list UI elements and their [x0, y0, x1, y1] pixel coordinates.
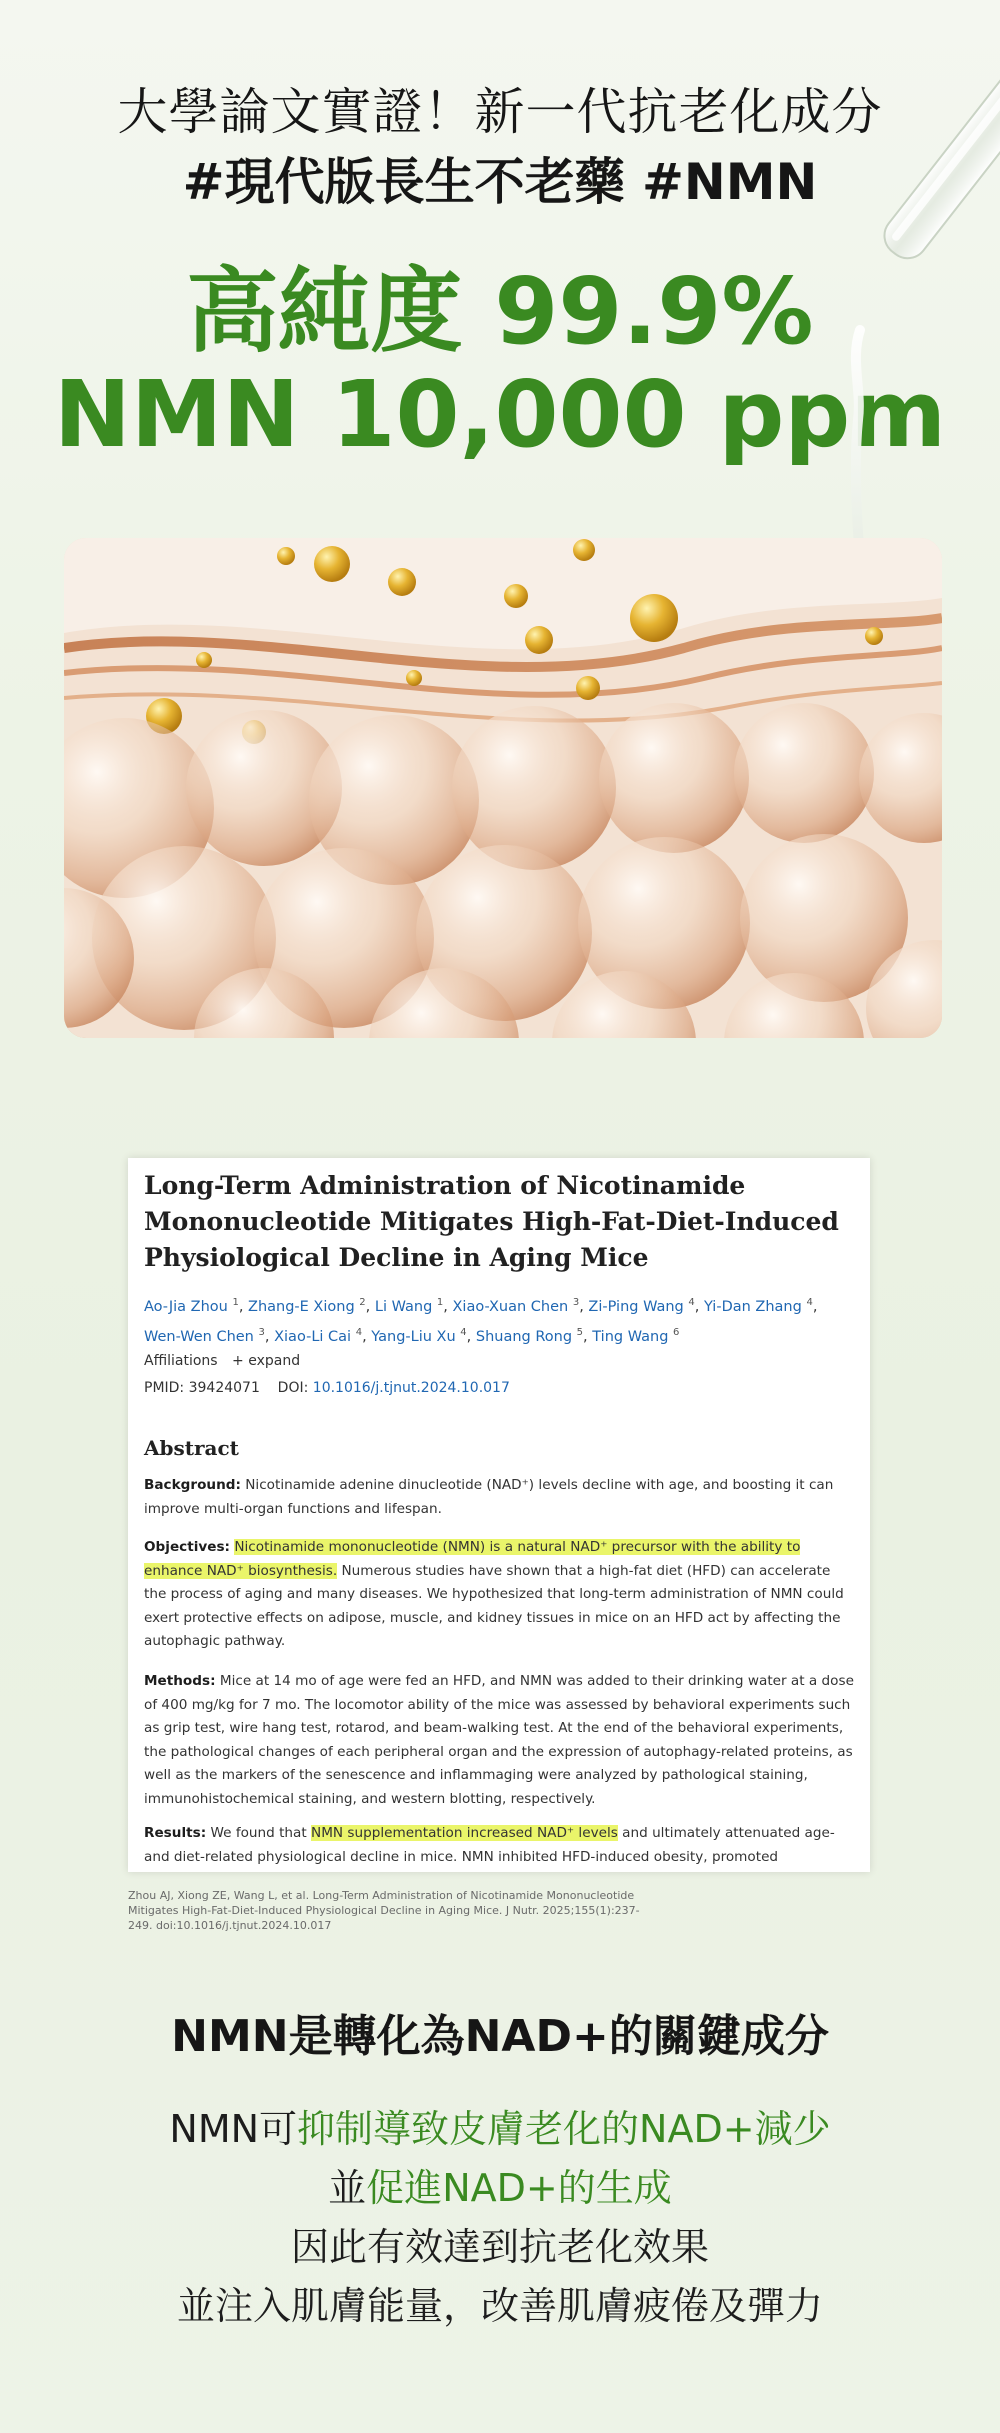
author-link[interactable]: Ting Wang $^6$ — [592, 1326, 680, 1345]
benefit-line-1: NMN可抑制導致皮膚老化的NAD+減少 — [169, 2107, 831, 2151]
benefit-line-4: 並注入肌膚能量，改善肌膚疲倦及彈力 — [176, 2284, 823, 2328]
paper-title: Long-Term Administration of Nicotinamide Mononucleotide Mitigates High-Fat-Diet-Induced Physiological Decline in Aging Mice — [144, 1171, 839, 1272]
skin-cells-illustration — [64, 538, 942, 1038]
affiliations-row — [144, 1353, 300, 1369]
concentration-heading: NMN 10,000 ppm — [53, 361, 947, 468]
doi-label: DOI: — [277, 1380, 309, 1396]
purity-heading: 高純度 99.9% — [186, 258, 814, 365]
expand-affiliations-button[interactable]: + expand — [232, 1353, 301, 1369]
author-list: Ao-Jia Zhou $^1$, Zhang-E Xiong $^2$, Li Wang $^1$, Xiao-Xuan Chen $^3$, Zi-Ping Wang $^4$, Yi-Dan Zhang $^4$, Wen-Wen Chen $^3$, Xiao-Li Cai $^4$, Yang-Liu Xu $^4$, Shuang Rong $^5$, Ting Wang $^6$ — [144, 1297, 818, 1345]
highlighted-text: Nicotinamide mononucleotide (NMN) is a natural NAD⁺ precursor with the ability to enhance NAD⁺ biosynthesis. — [144, 1539, 801, 1579]
abstract-background: Background: Nicotinamide adenine dinucleotide (NAD⁺) levels decline with age, and boosting it can improve multi-organ functions and lifespan. — [144, 1477, 834, 1517]
author-link[interactable]: Xiao-Xuan Chen $^3$ — [452, 1297, 580, 1315]
abstract-heading: Abstract — [144, 1436, 239, 1460]
benefit-line-2: 並促進NAD+的生成 — [328, 2166, 672, 2210]
abstract-methods: Methods: Mice at 14 mo of age were fed an HFD, and NMN was added to their drinking water at a dose of 400 mg/kg for 7 mo. The locomotor ability of the mice was assessed by behavioral experiments such as grip test, wire hang test, rotarod, and beam-walking test. At the end of the behavioral experiments, the pathological changes of each peripheral organ and the expression of autophagy-related proteins, as well as the markers of the senescence and inflammaging were analyzed by pathological staining, immunohistochemical staining, and western blotting, respectively. — [144, 1673, 854, 1807]
doi-link[interactable]: 10.1016/j.tjnut.2024.10.017 — [312, 1380, 510, 1396]
highlighted-text: NMN supplementation increased NAD⁺ levels — [311, 1825, 618, 1841]
research-paper-card — [128, 1158, 870, 1872]
bubbles-illustration — [64, 538, 942, 1038]
abstract-objectives: Objectives: Nicotinamide mononucleotide (NMN) is a natural NAD⁺ precursor with the ability to enhance NAD⁺ biosynthesis. Numerous studies have shown that a high-fat diet (HFD) can accelerate the process of aging and many diseases. We hypothesized that long-term administration of NMN could exert protective effects on adipose, muscle, and kidney tissues in mice on an HFD act by affecting the autophagic pathway. — [144, 1539, 844, 1650]
author-link[interactable]: Zi-Ping Wang $^4$ — [588, 1297, 695, 1315]
abstract-results: Results: We found that NMN supplementation increased NAD⁺ levels and ultimately attenuated age- and diet-related physiological decline in mice. NMN inhibited HFD-induced obesity, promoted — [144, 1825, 835, 1865]
headline-claim: 大學論文實證！新一代抗老化成分 — [117, 83, 883, 141]
benefit-line-3: 因此有效達到抗老化效果 — [290, 2225, 709, 2269]
author-link[interactable]: Wen-Wen Chen $^3$ — [144, 1326, 265, 1345]
pmid: PMID: 39424071 — [144, 1380, 260, 1396]
section-title: NMN是轉化為NAD+的關鍵成分 — [171, 2011, 829, 2062]
author-link[interactable]: Shuang Rong $^5$ — [475, 1326, 584, 1345]
author-link[interactable]: Yang-Liu Xu $^4$ — [371, 1326, 467, 1345]
author-link[interactable]: Zhang-E Xiong $^2$ — [248, 1297, 366, 1315]
identifiers-row — [144, 1380, 510, 1396]
affiliations-label: Affiliations — [144, 1353, 218, 1369]
author-link[interactable]: Yi-Dan Zhang $^4$ — [703, 1297, 813, 1315]
headline-hashtags: #現代版長生不老藥 #NMN — [182, 153, 818, 211]
author-link[interactable]: Ao-Jia Zhou $^1$ — [144, 1297, 239, 1315]
author-link[interactable]: Xiao-Li Cai $^4$ — [274, 1326, 363, 1345]
citation-text: Zhou AJ, Xiong ZE, Wang L, et al. Long-Term Administration of Nicotinamide Mononucleotide Mitigates High-Fat-Diet-Induced Physiological Decline in Aging Mice. J Nutr. 2025;155(1):237-249. doi:10.1016/j.tjnut.2024.10.017 — [128, 1889, 640, 1932]
author-link[interactable]: Li Wang $^1$ — [374, 1297, 444, 1315]
